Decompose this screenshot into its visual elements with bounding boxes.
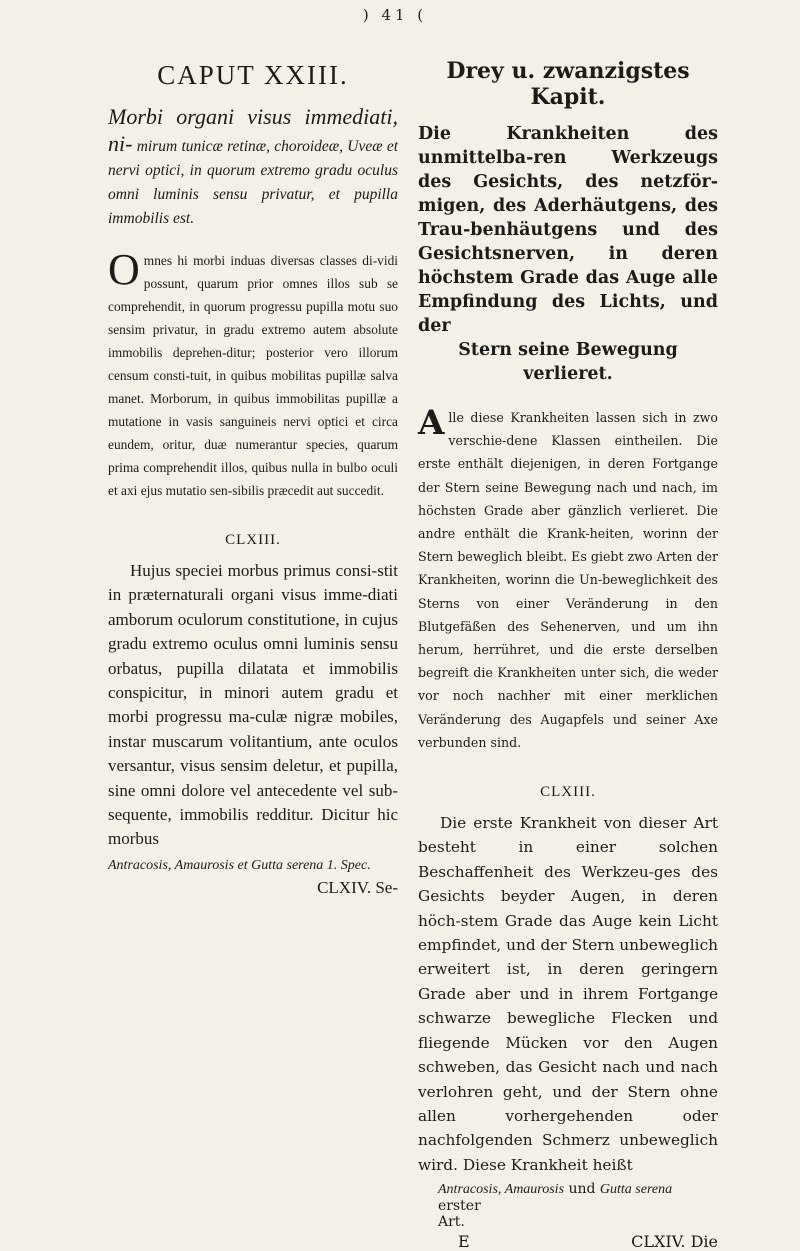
diagnosis-names-german (418, 1181, 718, 1230)
dropcap-german: A (418, 403, 445, 443)
latin-column (108, 42, 398, 898)
chapter-title-german (418, 122, 718, 386)
german-column (418, 42, 718, 1251)
signature-mark: E (458, 1232, 470, 1251)
section-text-german: Die erste Krankheit von dieser Art besteht in einer solchen Beschaffenheit des Werkzeu-ges des Gesichts beyder Augen, in deren höch-stem Grade das Auge kein Licht empfindet, und der Stern unbeweglich erweitert ist, in deren geringern Grade aber und in ihrem Fortgange schwarze bewegliche Flecken und fliegende Mücken vor den Augen schweben, das Gesicht nach und nach verlohren geht, und der Stern ohne allen vorhergehenden oder nachfolgenden Schmerz unbeweglich wird. Diese Krankheit heißt (418, 814, 718, 1174)
chapter-heading-german: Drey u. zwanzigstes Kapit. (446, 58, 690, 110)
catchword-latin: CLXIV. Se- (317, 877, 398, 897)
section-number-german: CLXIII. (540, 784, 596, 801)
chapter-title-latin-lead: Morbi organi visus immediati, ni- (108, 104, 398, 156)
diagnosis-und: und (568, 1181, 596, 1198)
chapter-title-german-last: Stern seine Bewegung verlieret. (458, 340, 678, 384)
page-number: ) 41 ( (362, 6, 428, 24)
chapter-title-german-main: Die Krankheiten des unmittelba-ren Werkzeugs des Gesichts, des netzför-migen, des Aderhäutgens, des Trau-benhäutgens und des Gesichtsnerven, in deren höchstem Grade das Auge alle Empfindung des Lichts, und der (418, 124, 718, 336)
intro-text-german: lle diese Krankheiten lassen sich in zwo verschie-dene Klassen eintheilen. Die erste enthält diejenigen, in deren Fortgange der Stern seine Bewegung nach und nach, im höchsten Grade aber gänzlich verlieret. Die andre enthält die Krank-heiten, worinn der Stern beweglich bleibt. Es giebt zwo Arten der Krankheiten, worinn die Un-beweglichkeit des Sterns von einer Veränderung in den Blutgefäßen des Sehenerven, und um ihn herum, herrühret, und die erste derselben begreift die Krankheiten unter sich, die weder vor noch nachher mit einer merklichen Veränderung des Augapfels und seiner Axe verbunden sind. (418, 410, 718, 750)
dropcap-latin: O (108, 245, 140, 294)
chapter-heading-latin: CAPUT XXIII. (157, 60, 349, 90)
diagnosis-gutta: Gutta serena (599, 1182, 673, 1198)
diagnosis-art: Art. (438, 1214, 465, 1231)
chapter-title-latin (108, 105, 398, 231)
catchword-german: CLXIV. Die (631, 1232, 718, 1251)
intro-text-latin: mnes hi morbi induas diversas classes di-vidi possunt, quarum prior omnes illos sub se comprehendit, in quorum progressu pupilla motu suo sensim privatur, in gradu extremo autem absolute immobilis deprehen-ditur; posterior vero illorum censum consti-tuit, in quibus mobilitas pupillæ salva manet. Morborum, in quibus immobilitas pupillæ a mutatione in vasis sanguineis nervi optici et circa eundem, oritur, duæ numerantur species, quarum prima comprehendit illos, quibus nulla in bulbo oculi et axi ejus mutatio sen-sibilis præcedit aut succedit. (108, 253, 398, 498)
section-number-latin: CLXIII. (225, 532, 281, 548)
diagnosis-names-latin: Antracosis, Amaurosis et Gutta serena 1. Spec. (108, 857, 371, 873)
section-text-latin: Hujus speciei morbus primus consi-stit in præternaturali organi visus imme-diati amborum oculorum constitutione, in cujus gradu extremo oculus omni luminis sensu orbatus, pupilla dilatata et immobilis conspicitur, in minori autem gradu et morbi progressu ma-culæ nigræ mobiles, instar muscarum volitantium, ante oculos versantur, visus sensim deletur, et pupilla, sine omni dolore vel antecedente vel sub-sequente, immobilis redditur. Dicitur hic morbus (108, 561, 398, 849)
chapter-title-latin-rest: mirum tunicæ retinæ, choroideæ, Uveæ et nervi optici, in quorum extremo gradu oculus omni luminis sensu privatur, et pupilla immobilis est. (108, 138, 399, 227)
diagnosis-terms: Antracosis, Amaurosis (438, 1182, 565, 1198)
intro-paragraph-german (418, 403, 718, 754)
page-footer-german (418, 1232, 718, 1251)
diagnosis-erster: erster (438, 1198, 481, 1215)
intro-paragraph-latin (108, 245, 398, 502)
